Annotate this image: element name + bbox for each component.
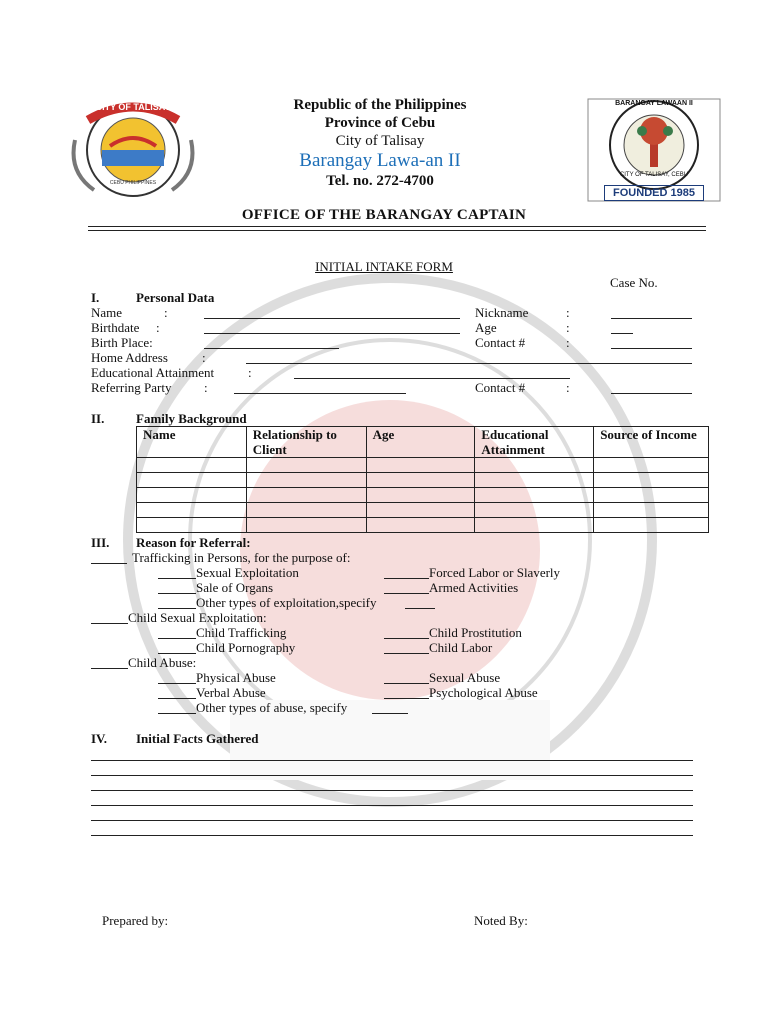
barangay-name: Barangay Lawa-an II xyxy=(299,150,461,171)
office-title: OFFICE OF THE BARANGAY CAPTAIN xyxy=(241,207,527,223)
table-cell[interactable] xyxy=(366,458,475,473)
table-cell[interactable] xyxy=(137,518,247,533)
table-cell[interactable] xyxy=(246,473,366,488)
birth-place-label: Birth Place: xyxy=(91,335,153,350)
birth-place-field[interactable] xyxy=(204,348,339,349)
table-cell[interactable] xyxy=(137,503,247,518)
table-cell[interactable] xyxy=(475,458,594,473)
section-3-title: Reason for Referral: xyxy=(136,535,251,550)
table-cell[interactable] xyxy=(594,518,709,533)
left-logo-text: CITY OF TALISAY xyxy=(95,102,171,112)
table-cell[interactable] xyxy=(594,503,709,518)
column-header-age: Age xyxy=(366,427,475,458)
trafficking-label: Trafficking in Persons, for the purpose of: xyxy=(132,550,351,565)
physical-abuse-blank[interactable] xyxy=(158,683,196,684)
age-field[interactable] xyxy=(611,333,633,334)
armed-activities-blank[interactable] xyxy=(384,593,429,594)
contact-label-1: Contact # xyxy=(475,335,526,350)
birthdate-field[interactable] xyxy=(204,333,460,334)
facts-line[interactable] xyxy=(91,835,693,836)
educational-attainment-colon: : xyxy=(248,365,252,380)
child-prostitution-blank[interactable] xyxy=(384,638,429,639)
section-4-title: Initial Facts Gathered xyxy=(136,731,259,746)
right-logo-text: BARANGAY LAWAAN II xyxy=(615,100,693,107)
noted-by-label: Noted By: xyxy=(474,913,528,928)
table-cell[interactable] xyxy=(246,458,366,473)
sexual-abuse-label: Sexual Abuse xyxy=(429,670,501,685)
table-header-row xyxy=(137,427,709,458)
child-abuse-label: Child Abuse: xyxy=(128,655,197,670)
header-rule-thin xyxy=(88,230,706,231)
home-address-colon: : xyxy=(202,350,206,365)
educational-attainment-field[interactable] xyxy=(294,378,570,379)
table-cell[interactable] xyxy=(366,488,475,503)
age-label: Age xyxy=(475,320,497,335)
table-row[interactable] xyxy=(137,518,709,533)
child-abuse-blank[interactable] xyxy=(91,668,128,669)
table-row[interactable] xyxy=(137,503,709,518)
table-cell[interactable] xyxy=(594,473,709,488)
facts-line[interactable] xyxy=(91,760,693,761)
psychological-abuse-label: Psychological Abuse xyxy=(429,685,538,700)
prepared-by-label: Prepared by: xyxy=(102,913,169,928)
founded-banner: FOUNDED 1985 xyxy=(604,185,704,201)
family-background-table xyxy=(136,426,709,533)
telephone: Tel. no. 272-4700 xyxy=(326,173,434,189)
column-header-relationship: Relationship to Client xyxy=(246,427,366,458)
republic-line: Republic of the Philippines xyxy=(293,97,467,113)
contact-field-2[interactable] xyxy=(611,393,692,394)
table-cell[interactable] xyxy=(475,518,594,533)
table-cell[interactable] xyxy=(366,473,475,488)
verbal-abuse-blank[interactable] xyxy=(158,698,196,699)
table-cell[interactable] xyxy=(137,458,247,473)
section-4-number: IV. xyxy=(91,731,108,746)
table-cell[interactable] xyxy=(246,488,366,503)
sale-of-organs-label: Sale of Organs xyxy=(196,580,274,595)
column-header-education: Educational Attainment xyxy=(475,427,594,458)
contact-colon-1: : xyxy=(566,335,570,350)
form-title: INITIAL INTAKE FORM xyxy=(315,259,453,274)
table-cell[interactable] xyxy=(246,503,366,518)
other-exploitation-blank[interactable] xyxy=(158,608,196,609)
other-abuse-specify[interactable] xyxy=(372,713,408,714)
home-address-label: Home Address xyxy=(91,350,168,365)
child-prostitution-label: Child Prostitution xyxy=(429,625,522,640)
table-cell[interactable] xyxy=(366,518,475,533)
column-header-income: Source of Income xyxy=(594,427,709,458)
age-colon: : xyxy=(566,320,570,335)
table-cell[interactable] xyxy=(475,503,594,518)
table-cell[interactable] xyxy=(594,488,709,503)
city-line: City of Talisay xyxy=(335,133,425,149)
letterhead xyxy=(200,96,560,190)
referring-party-label: Referring Party xyxy=(91,380,172,395)
province-line: Province of Cebu xyxy=(324,115,436,131)
table-cell[interactable] xyxy=(137,488,247,503)
table-row[interactable] xyxy=(137,473,709,488)
contact-label-2: Contact # xyxy=(475,380,526,395)
facts-line[interactable] xyxy=(91,805,693,806)
trafficking-blank[interactable] xyxy=(91,563,127,564)
forced-labor-label: Forced Labor or Slaverly xyxy=(429,565,561,580)
child-trafficking-blank[interactable] xyxy=(158,638,196,639)
facts-line[interactable] xyxy=(91,775,693,776)
sexual-exploitation-label: Sexual Exploitation xyxy=(196,565,299,580)
table-cell[interactable] xyxy=(594,458,709,473)
name-label: Name xyxy=(91,305,123,320)
table-row[interactable] xyxy=(137,488,709,503)
section-1-number: I. xyxy=(91,290,100,305)
header-rule-thick xyxy=(88,226,706,227)
other-exploitation-label: Other types of exploitation,specify xyxy=(196,595,377,610)
table-cell[interactable] xyxy=(246,518,366,533)
nickname-field[interactable] xyxy=(611,318,692,319)
child-pornography-label: Child Pornography xyxy=(196,640,296,655)
birthdate-label: Birthdate xyxy=(91,320,140,335)
child-pornography-blank[interactable] xyxy=(158,653,196,654)
child-sexual-exploitation-label: Child Sexual Exploitation: xyxy=(128,610,267,625)
referring-party-colon: : xyxy=(204,380,208,395)
section-3-number: III. xyxy=(91,535,110,550)
other-abuse-label: Other types of abuse, specify xyxy=(196,700,348,715)
section-1-title: Personal Data xyxy=(136,290,215,305)
sexual-exploitation-blank[interactable] xyxy=(158,578,196,579)
forced-labor-blank[interactable] xyxy=(384,578,429,579)
nickname-colon: : xyxy=(566,305,570,320)
nickname-label: Nickname xyxy=(475,305,529,320)
table-cell[interactable] xyxy=(137,473,247,488)
sale-of-organs-blank[interactable] xyxy=(158,593,196,594)
name-colon: : xyxy=(164,305,168,320)
psychological-abuse-blank[interactable] xyxy=(384,698,429,699)
referring-party-field[interactable] xyxy=(234,393,406,394)
case-no-label: Case No. xyxy=(610,275,658,290)
facts-line[interactable] xyxy=(91,820,693,821)
sexual-abuse-blank[interactable] xyxy=(384,683,429,684)
physical-abuse-label: Physical Abuse xyxy=(196,670,276,685)
educational-attainment-label: Educational Attainment xyxy=(91,365,215,380)
contact-field-1[interactable] xyxy=(611,348,692,349)
column-header-name: Name xyxy=(137,427,247,458)
section-2-number: II. xyxy=(91,411,105,426)
child-sexual-exploitation-blank[interactable] xyxy=(91,623,128,624)
table-cell[interactable] xyxy=(475,488,594,503)
contact-colon-2: : xyxy=(566,380,570,395)
other-abuse-blank[interactable] xyxy=(158,713,196,714)
birthdate-colon: : xyxy=(156,320,160,335)
child-labor-label: Child Labor xyxy=(429,640,493,655)
section-2-title: Family Background xyxy=(136,411,247,426)
table-cell[interactable] xyxy=(475,473,594,488)
left-logo-subtext: CEBU PHILIPPINES xyxy=(109,180,157,186)
right-logo-subtext: CITY OF TALISAY, CEBU xyxy=(619,172,689,178)
table-row[interactable] xyxy=(137,458,709,473)
verbal-abuse-label: Verbal Abuse xyxy=(196,685,266,700)
facts-line[interactable] xyxy=(91,790,693,791)
armed-activities-label: Armed Activities xyxy=(429,580,519,595)
other-exploitation-specify[interactable] xyxy=(405,608,435,609)
child-labor-blank[interactable] xyxy=(384,653,429,654)
name-field[interactable] xyxy=(204,318,460,319)
child-trafficking-label: Child Trafficking xyxy=(196,625,287,640)
table-cell[interactable] xyxy=(366,503,475,518)
home-address-field[interactable] xyxy=(246,363,692,364)
